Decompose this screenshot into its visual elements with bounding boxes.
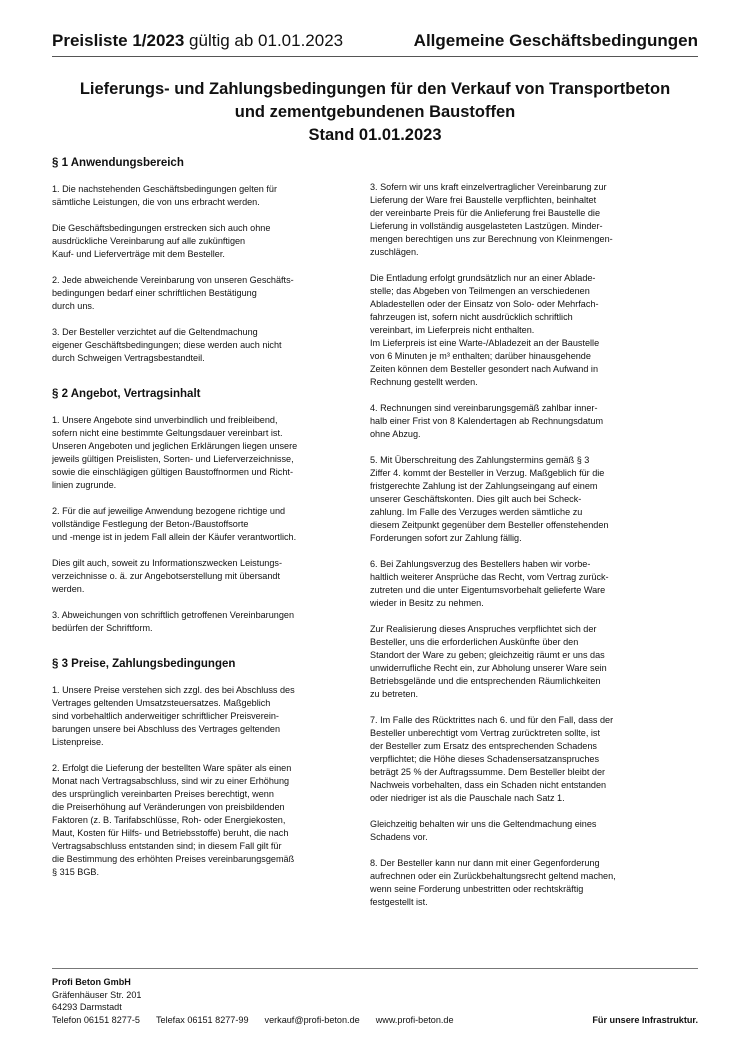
text-line: Rechnung gestellt werden.	[370, 377, 478, 387]
text-line: der vereinbarte Preis für die Anlieferung frei Baustelle die	[370, 208, 600, 218]
text-line: ausdrückliche Vereinbarung auf alle zukünftigen	[52, 236, 246, 246]
text-line: Gleichzeitig behalten wir uns die Geltendmachung eines	[370, 819, 597, 829]
paragraph	[370, 402, 700, 441]
text-line: Ziffer 4. kommt der Besteller in Verzug. Maßgeblich für die	[370, 468, 605, 478]
text-line: haltlich weiterer Ansprüche das Recht, vom Vertrag zurück-	[370, 572, 609, 582]
price-list-title: Preisliste 1/2023 gültig ab 01.01.2023	[52, 31, 344, 50]
paragraph	[370, 818, 700, 844]
text-line: Die Geschäftsbedingungen erstrecken sich auch ohne	[52, 223, 271, 233]
text-line: von 6 Minuten je m³ enthalten; darüber hinausgehende	[370, 351, 591, 361]
text-line: Faktoren (z. B. Tarifabschlüsse, Roh- oder Energiekosten,	[52, 815, 286, 825]
title-line: und zementgebundenen Baustoffen	[234, 103, 516, 121]
title-line: Lieferungs- und Zahlungsbedingungen für den Verkauf von Transportbeton	[79, 80, 671, 98]
text-line: 1. Unsere Angebote sind unverbindlich und freibleibend,	[52, 415, 278, 425]
company-name: Profi Beton GmbH	[52, 977, 131, 987]
company-street: Gräfenhäuser Str. 201	[52, 989, 142, 1000]
right-column	[370, 181, 700, 922]
text-line: Kauf- und Lieferverträge mit dem Besteller.	[52, 249, 225, 259]
text-line: zu betreten.	[370, 689, 419, 699]
text-line: § 315 BGB.	[52, 867, 100, 877]
text-line: 6. Bei Zahlungsverzug des Bestellers haben wir vorbe-	[370, 559, 591, 569]
text-line: zutreten und die unter Eigentumsvorbehalt gelieferte Ware	[370, 585, 606, 595]
text-line: mengen berechtigen uns zur Berechnung von Kleinmengen-	[370, 234, 613, 244]
phone-number: Telefon 06151 8277-5	[52, 1014, 140, 1025]
text-line: fahrzeugen ist, sofern nicht ausdrücklich schriftlich	[370, 312, 573, 322]
section-title: Allgemeine Geschäftsbedingungen	[413, 31, 698, 50]
text-line: 7. Im Falle des Rücktrittes nach 6. und für den Fall, dass der	[370, 715, 614, 725]
text-line: Unseren Angeboten und jeglichen Erklärungen liegen unsere	[52, 441, 298, 451]
text-line: Abladestellen oder der Einsatz von Solo- oder Mehrfach-	[370, 299, 599, 309]
text-line: verzeichnisse o. ä. zur Angebotserstellung mit übersandt	[52, 571, 280, 581]
text-line: sind vorbehaltlich anderweitiger schriftlicher Preisverein-	[52, 711, 279, 721]
text-line: Standort der Ware zu geben; gleichzeitig räumt er uns das	[370, 650, 605, 660]
paragraph	[370, 857, 700, 909]
website-link[interactable]: www.profi-beton.de	[375, 1014, 454, 1025]
email-link[interactable]: verkauf@profi-beton.de	[264, 1014, 360, 1025]
text-line: stelle; das Abgeben von Teilmengen an verschiedenen	[370, 286, 590, 296]
text-line: 1. Unsere Preise verstehen sich zzgl. des bei Abschluss des	[52, 685, 295, 695]
page-header	[52, 30, 698, 57]
paragraph	[370, 714, 700, 805]
text-line: Besteller unberechtigt vom Vertrag zurücktreten sollte, ist	[370, 728, 600, 738]
text-line: wenn seine Forderung unbestritten oder rechtskräftig	[370, 884, 584, 894]
text-line: Vertrages geltenden Umsatzsteuersatzes. Maßgeblich	[52, 698, 271, 708]
text-line: Die Entladung erfolgt grundsätzlich nur an einer Ablade-	[370, 273, 596, 283]
text-line: Lieferung der Ware frei Baustelle verpflichten, beinhaltet	[370, 195, 597, 205]
text-line: 2. Jede abweichende Vereinbarung von unseren Geschäfts-	[52, 275, 294, 285]
text-line: sofern nicht eine bestimmte Geltungsdauer vereinbart ist.	[52, 428, 283, 438]
text-line: Zur Realisierung dieses Anspruches verpflichtet sich der	[370, 624, 597, 634]
text-line: 3. Sofern wir uns kraft einzelvertraglicher Vereinbarung zur	[370, 182, 607, 192]
text-line: verpflichtet; die Höhe dieses Schadensersatzanspruches	[370, 754, 599, 764]
text-line: eigener Geschäftsbedingungen; diese werden auch nicht	[52, 340, 282, 350]
text-line: bedürfen der Schriftform.	[52, 623, 153, 633]
text-line: vereinbart, im Lieferpreis nicht enthalten.	[370, 325, 535, 335]
text-line: werden.	[52, 584, 85, 594]
text-line: unwiderrufliche Recht ein, zur Abholung unserer Ware sein	[370, 663, 607, 673]
text-line: durch Schweigen Vertragsbestandteil.	[52, 353, 205, 363]
text-line: sämtliche Leistungen, die von uns erbracht werden.	[52, 197, 260, 207]
text-line: zahlung. Im Falle des Verzuges werden sämtliche zu	[370, 507, 583, 517]
text-line: Dies gilt auch, soweit zu Informationszwecken Leistungs-	[52, 558, 282, 568]
text-line: bedingungen bedarf einer schriftlichen Bestätigung	[52, 288, 257, 298]
footer-divider	[52, 968, 698, 969]
page-footer	[52, 976, 698, 1026]
text-line: Listenpreise.	[52, 737, 104, 747]
paragraph	[52, 609, 342, 635]
text-line: 1. Die nachstehenden Geschäftsbedingungen gelten für	[52, 184, 277, 194]
paragraph	[52, 762, 342, 879]
paragraph	[370, 181, 700, 259]
paragraph	[52, 505, 342, 544]
paragraph	[370, 623, 700, 701]
text-line: unserer Geschäftskonten. Dies gilt auch bei Scheck-	[370, 494, 582, 504]
text-line: die Bestimmung des erhöhten Preises vereinbarungsgemäß	[52, 854, 295, 864]
text-line: diesem Zeitpunkt gegenüber dem Besteller offenstehenden	[370, 520, 609, 530]
text-line: Monat nach Vertragsabschluss, sind wir zu einer Erhöhung	[52, 776, 290, 786]
text-line: Besteller, uns die erforderlichen Auskünfte über den	[370, 637, 579, 647]
text-line: Im Lieferpreis ist eine Warte-/Abladezeit an der Baustelle	[370, 338, 600, 348]
text-line: Maut, Kosten für Hilfs- und Betriebsstoffe) beruht, die nach	[52, 828, 289, 838]
text-line: 3. Abweichungen von schriftlich getroffenen Vereinbarungen	[52, 610, 294, 620]
document-title	[52, 78, 698, 147]
text-line: Betriebsgelände und die entsprechenden Räumlichkeiten	[370, 676, 601, 686]
text-line: Vertragsabschluss entstanden sind; in diesem Fall gilt für	[52, 841, 282, 851]
left-column	[52, 156, 342, 892]
fax-number: Telefax 06151 8277-99	[155, 1014, 249, 1025]
text-line: Zeiten können dem Besteller gesondert nach Aufwand in	[370, 364, 598, 374]
company-slogan: Für unsere Infrastruktur.	[592, 1014, 698, 1025]
text-line: ohne Abzug.	[370, 429, 421, 439]
text-line: 5. Mit Überschreitung des Zahlungstermins gemäß § 3	[370, 455, 590, 465]
text-line: fristgerechte Zahlung ist der Zahlungseingang auf einem	[370, 481, 598, 491]
text-line: Nachweis vorbehalten, dass ein Schaden nicht entstanden	[370, 780, 607, 790]
text-line: sowie die einschlägigen gültigen Baustoffnormen und Richt-	[52, 467, 293, 477]
text-line: oder niedriger ist als die Pauschale nach Satz 1.	[370, 793, 565, 803]
paragraph	[52, 183, 342, 209]
text-line: jeweils gültigen Preislisten, Sorten- und Lieferverzeichnisse,	[52, 454, 294, 464]
paragraph	[52, 274, 342, 313]
text-line: wieder in Besitz zu nehmen.	[370, 598, 484, 608]
text-line: beträgt 25 % der Auftragssumme. Dem Besteller bleibt der	[370, 767, 606, 777]
text-line: vollständige Festlegung der Beton-/Baustoffsorte	[52, 519, 249, 529]
text-line: 3. Der Besteller verzichtet auf die Geltendmachung	[52, 327, 258, 337]
company-city: 64293 Darmstadt	[52, 1002, 122, 1012]
text-line: Schadens vor.	[370, 832, 428, 842]
paragraph	[52, 414, 342, 492]
section-heading: § 1 Anwendungsbereich	[52, 157, 184, 169]
paragraph	[52, 326, 342, 365]
text-line: der Besteller zum Ersatz des entsprechenden Schadens	[370, 741, 597, 751]
text-line: Lieferung in vollständig ausgelasteten Lastzügen. Minder-	[370, 221, 603, 231]
paragraph	[370, 272, 700, 389]
paragraph	[370, 558, 700, 610]
text-line: 2. Für die auf jeweilige Anwendung bezogene richtige und	[52, 506, 286, 516]
section-heading: § 3 Preise, Zahlungsbedingungen	[52, 658, 236, 670]
text-line: aufrechnen oder ein Zurückbehaltungsrecht geltend machen,	[370, 871, 616, 881]
section-heading: § 2 Angebot, Vertragsinhalt	[52, 388, 201, 400]
text-line: 4. Rechnungen sind vereinbarungsgemäß zahlbar inner-	[370, 403, 598, 413]
paragraph	[52, 222, 342, 261]
text-line: 8. Der Besteller kann nur dann mit einer Gegenforderung	[370, 858, 600, 868]
text-line: linien zugrunde.	[52, 480, 117, 490]
text-line: halb einer Frist von 8 Kalendertagen ab Rechnungsdatum	[370, 416, 604, 426]
text-line: barungen unsere bei Abschluss des Vertrages geltenden	[52, 724, 281, 734]
text-line: 2. Erfolgt die Lieferung der bestellten Ware später als einen	[52, 763, 292, 773]
text-line: festgestellt ist.	[370, 897, 428, 907]
text-line: zuschlägen.	[370, 247, 419, 257]
text-line: durch uns.	[52, 301, 95, 311]
title-date-line: Stand 01.01.2023	[308, 126, 442, 144]
paragraph	[52, 684, 342, 749]
paragraph	[370, 454, 700, 545]
text-line: Forderungen sofort zur Zahlung fällig.	[370, 533, 522, 543]
paragraph	[52, 557, 342, 596]
text-line: des ursprünglich vereinbarten Preises berechtigt, wenn	[52, 789, 274, 799]
text-line: und -menge ist in jedem Fall allein der Käufer verantwortlich.	[52, 532, 297, 542]
text-line: die Preiserhöhung auf Veränderungen von preisbildenden	[52, 802, 285, 812]
